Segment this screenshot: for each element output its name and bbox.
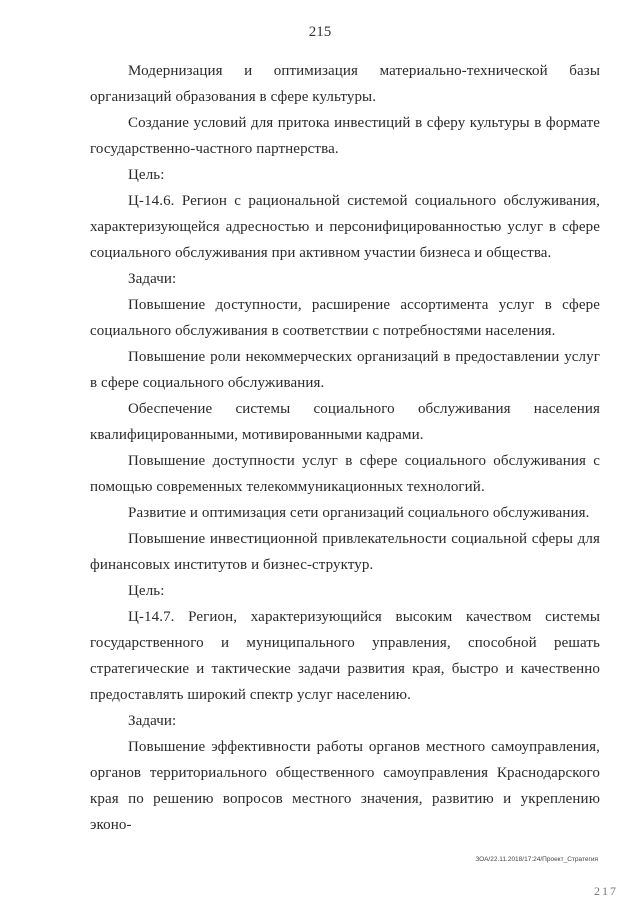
- task-paragraph: Повышение роли некоммерческих организаций в предоставлении услуг в сфере социального обслуживания.: [90, 349, 600, 391]
- paragraph: Модернизация и оптимизация материально-технической базы организаций образования в сфере культуры.: [90, 63, 600, 105]
- task-paragraph: Повышение доступности услуг в сфере социального обслуживания с помощью современных телекоммуникационных технологий.: [90, 453, 600, 495]
- task-paragraph: Повышение доступности, расширение ассортимента услуг в сфере социального обслуживания в соответствии с потребностями населения.: [90, 297, 600, 339]
- goal-heading: Цель:: [128, 583, 165, 599]
- task-paragraph: Развитие и оптимизация сети организаций социального обслуживания.: [128, 505, 590, 521]
- paragraph: Создание условий для притока инвестиций в сферу культуры в формате государственно-частного партнерства.: [90, 115, 600, 157]
- tasks-heading: Задачи:: [128, 271, 177, 287]
- task-paragraph: Обеспечение системы социального обслуживания населения квалифицированными, мотивированными кадрами.: [90, 401, 600, 443]
- goal-paragraph: Ц-14.6. Регион с рациональной системой социального обслуживания, характеризующейся адресностью и персонифицированностью услуг в сфере социального обслуживания при активном участии бизнеса и общества.: [90, 193, 600, 261]
- goal-heading: Цель:: [128, 167, 165, 183]
- tasks-heading: Задачи:: [128, 713, 177, 729]
- corner-page-number: 217: [594, 884, 618, 898]
- body-text: [90, 58, 600, 838]
- footer-note: ЗОА/22.11.2018/17:24/Проект_Стратегия: [475, 856, 598, 863]
- task-paragraph: Повышение эффективности работы органов местного самоуправления, органов территориального общественного самоуправления Краснодарского края по решению вопросов местного значения, развитию и укреплению эконо-: [90, 739, 600, 833]
- goal-paragraph: Ц-14.7. Регион, характеризующийся высоким качеством системы государственного и муниципального управления, способной решать стратегические и тактические задачи развития края, быстро и качественно предоставлять широкий спектр услуг населению.: [90, 609, 600, 703]
- task-paragraph: Повышение инвестиционной привлекательности социальной сферы для финансовых институтов и бизнес-структур.: [90, 531, 600, 573]
- page-number: 215: [308, 24, 332, 40]
